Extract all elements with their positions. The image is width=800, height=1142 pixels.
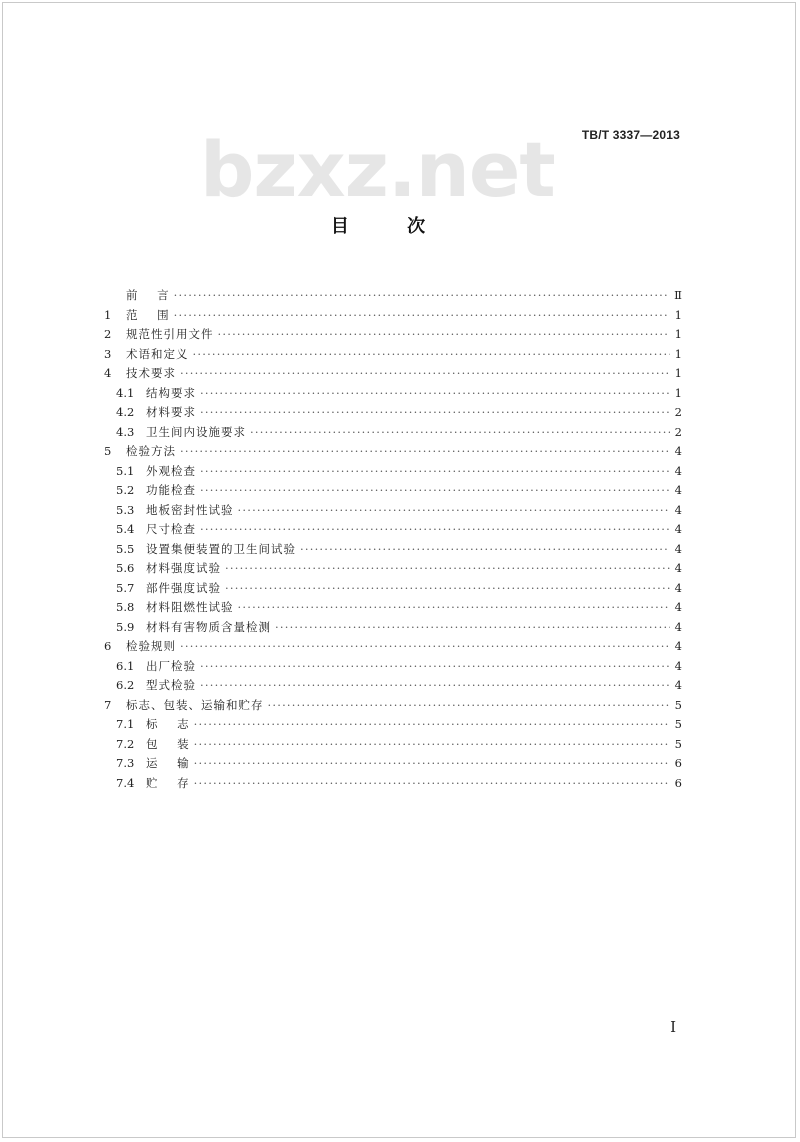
- toc-entry-number: 7.1: [116, 717, 135, 731]
- toc-entry-label: 型式检验: [146, 678, 196, 692]
- toc-entry-number: 6.2: [116, 678, 135, 692]
- toc-entry-number: 7.2: [116, 736, 135, 751]
- toc-leader-dots: [200, 403, 670, 423]
- toc-entry-label: 材料阻燃性试验: [146, 600, 234, 614]
- toc-leader-dots: [200, 520, 670, 540]
- toc-entry[interactable]: [104, 540, 682, 560]
- toc-entry-number: 7: [104, 697, 112, 712]
- toc-entry-number: 5.7: [116, 580, 135, 595]
- toc-leader-dots: [225, 559, 670, 579]
- toc-leader-dots: [238, 501, 671, 521]
- toc-leader-dots: [180, 364, 670, 384]
- toc-entry[interactable]: [104, 325, 682, 345]
- toc-leader-dots: [180, 442, 670, 462]
- toc-entry-label: 地板密封性试验: [146, 502, 234, 517]
- toc-entry[interactable]: [104, 735, 682, 755]
- toc-entry-label: 前 言: [126, 288, 170, 302]
- toc-entry-label: 材料强度试验: [146, 561, 221, 575]
- toc-entry-page: 4: [674, 541, 682, 556]
- toc-entry-page: 1: [674, 307, 682, 322]
- toc-entry-label: 技术要求: [126, 366, 176, 380]
- toc-leader-dots: [275, 618, 670, 638]
- toc-entry-label: 部件强度试验: [146, 580, 221, 595]
- toc-entry-label: 标 志: [146, 717, 190, 731]
- toc-entry-page: 6: [674, 756, 682, 770]
- toc-leader-dots: [194, 735, 670, 755]
- toc-entry-number: 1: [104, 307, 112, 322]
- toc-leader-dots: [174, 306, 670, 326]
- toc-entry-label: 功能检查: [146, 483, 196, 497]
- toc-entry[interactable]: [104, 559, 682, 579]
- toc-entry[interactable]: [104, 462, 682, 482]
- toc-entry[interactable]: [104, 715, 682, 735]
- toc-leader-dots: [194, 774, 670, 794]
- toc-entry-number: 6.1: [116, 658, 135, 673]
- toc-leader-dots: [174, 286, 670, 306]
- toc-entry-number: 5.4: [116, 522, 135, 536]
- toc-entry-label: 术语和定义: [126, 346, 189, 361]
- toc-entry-label: 范 围: [126, 307, 170, 322]
- toc-entry-page: 6: [674, 775, 682, 790]
- toc-leader-dots: [200, 384, 670, 404]
- toc-entry-label: 卫生间内设施要求: [146, 424, 246, 439]
- toc-entry-number: 5.8: [116, 600, 135, 614]
- toc-entry[interactable]: [104, 637, 682, 657]
- toc-leader-dots: [194, 754, 670, 774]
- toc-entry-page: 4: [674, 678, 682, 692]
- toc-entry-page: 4: [674, 522, 682, 536]
- toc-leader-dots: [218, 325, 671, 345]
- toc-entry-page: 1: [674, 366, 682, 380]
- toc-entry-number: 5: [104, 444, 112, 458]
- toc-entry-label: 检验规则: [126, 639, 176, 653]
- toc-entry-number: 7.3: [116, 756, 135, 770]
- toc-leader-dots: [180, 637, 670, 657]
- toc-leader-dots: [300, 540, 670, 560]
- page-number: I: [670, 1018, 676, 1036]
- toc-leader-dots: [193, 345, 671, 365]
- toc-entry-page: 4: [674, 619, 682, 634]
- toc-entry-number: 4.1: [116, 385, 135, 400]
- toc-entry-label: 检验方法: [126, 444, 176, 458]
- watermark: bzxz.net: [200, 125, 555, 214]
- toc-entry-number: 5.9: [116, 619, 135, 634]
- toc-entry[interactable]: [104, 442, 682, 462]
- toc-entry[interactable]: [104, 306, 682, 326]
- toc-entry-number: 4: [104, 366, 112, 380]
- toc-entry[interactable]: [104, 345, 682, 365]
- toc-entry[interactable]: [104, 520, 682, 540]
- toc-entry[interactable]: [104, 618, 682, 638]
- toc-entry-label: 材料要求: [146, 405, 196, 419]
- toc-entry-label: 尺寸检查: [146, 522, 196, 536]
- table-of-contents: [104, 286, 682, 793]
- toc-leader-dots: [268, 696, 671, 716]
- toc-leader-dots: [200, 462, 670, 482]
- toc-entry-number: 3: [104, 346, 112, 361]
- toc-entry-page: 4: [674, 502, 682, 517]
- document-code: TB/T 3337—2013: [581, 128, 680, 142]
- toc-entry[interactable]: [104, 384, 682, 404]
- toc-entry-page: 4: [674, 580, 682, 595]
- toc-leader-dots: [200, 676, 670, 696]
- toc-entry-number: 7.4: [116, 775, 135, 790]
- toc-entry-page: 2: [674, 424, 682, 439]
- toc-entry-page: 4: [674, 639, 682, 653]
- toc-entry[interactable]: [104, 403, 682, 423]
- toc-leader-dots: [225, 579, 670, 599]
- toc-entry-number: 5.5: [116, 541, 135, 556]
- toc-entry-label: 运 输: [146, 756, 190, 770]
- toc-entry-page: 4: [674, 658, 682, 673]
- toc-entry-page: 1: [674, 385, 682, 400]
- toc-entry-page: 2: [674, 405, 682, 419]
- toc-entry-number: 5.2: [116, 483, 135, 497]
- toc-entry[interactable]: [104, 657, 682, 677]
- toc-entry[interactable]: [104, 364, 682, 384]
- toc-entry-number: 6: [104, 639, 112, 653]
- toc-entry[interactable]: [104, 676, 682, 696]
- toc-entry-label: 规范性引用文件: [126, 327, 214, 341]
- toc-leader-dots: [200, 657, 670, 677]
- toc-leader-dots: [194, 715, 670, 735]
- toc-entry-page: 1: [674, 346, 682, 361]
- toc-entry-page: Ⅱ: [674, 288, 682, 302]
- toc-entry-page: 4: [674, 483, 682, 497]
- toc-entry[interactable]: [104, 774, 682, 794]
- toc-entry-page: 4: [674, 600, 682, 614]
- toc-entry-label: 材料有害物质含量检测: [146, 619, 271, 634]
- toc-entry-page: 4: [674, 561, 682, 575]
- toc-entry-page: 4: [674, 444, 682, 458]
- toc-entry-page: 1: [674, 327, 682, 341]
- toc-entry[interactable]: [104, 598, 682, 618]
- toc-entry-page: 5: [674, 736, 682, 751]
- toc-entry[interactable]: [104, 754, 682, 774]
- toc-entry[interactable]: [104, 696, 682, 716]
- toc-entry-number: 2: [104, 327, 112, 341]
- toc-leader-dots: [238, 598, 671, 618]
- toc-leader-dots: [250, 423, 670, 443]
- toc-entry[interactable]: [104, 481, 682, 501]
- page-title: 目 次: [330, 216, 452, 237]
- toc-entry-label: 设置集便装置的卫生间试验: [146, 541, 296, 556]
- toc-entry[interactable]: [104, 501, 682, 521]
- toc-entry-label: 包 装: [146, 736, 190, 751]
- toc-entry[interactable]: [104, 286, 682, 306]
- toc-entry-number: 5.6: [116, 561, 135, 575]
- toc-entry-number: 4.3: [116, 424, 135, 439]
- toc-entry-number: 5.1: [116, 463, 135, 478]
- toc-entry-label: 出厂检验: [146, 658, 196, 673]
- toc-entry-number: 5.3: [116, 502, 135, 517]
- toc-entry-page: 5: [674, 697, 682, 712]
- toc-entry-page: 4: [674, 463, 682, 478]
- toc-entry-label: 外观检查: [146, 463, 196, 478]
- toc-entry[interactable]: [104, 423, 682, 443]
- toc-leader-dots: [200, 481, 670, 501]
- toc-entry[interactable]: [104, 579, 682, 599]
- toc-entry-page: 5: [674, 717, 682, 731]
- toc-entry-label: 贮 存: [146, 775, 190, 790]
- toc-entry-label: 结构要求: [146, 385, 196, 400]
- toc-entry-label: 标志、包装、运输和贮存: [126, 697, 264, 712]
- toc-entry-number: 4.2: [116, 405, 135, 419]
